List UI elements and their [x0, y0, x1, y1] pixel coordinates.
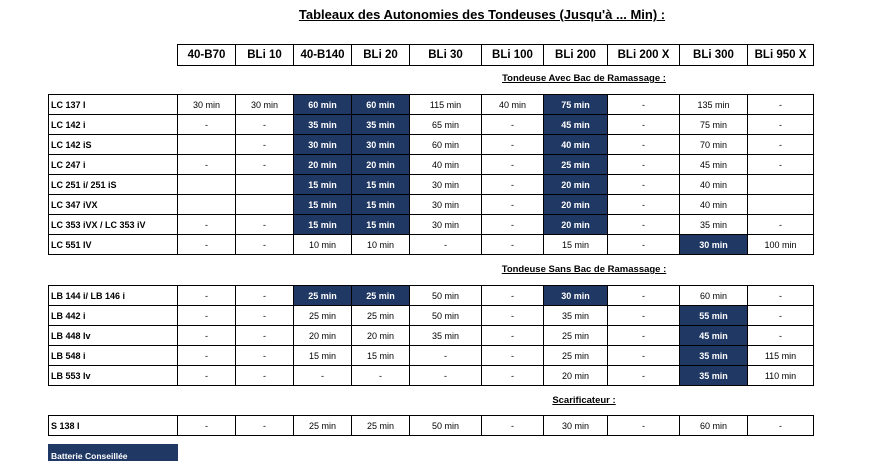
runtime-cell: 25 min [544, 346, 608, 366]
model-name: LB 553 Iv [49, 366, 178, 386]
runtime-cell: - [748, 155, 814, 175]
section-title-sans-bac: Tondeuse Sans Bac de Ramassage : [501, 264, 667, 275]
runtime-cell: 115 min [748, 346, 814, 366]
runtime-cell: - [482, 416, 544, 436]
model-name: LB 442 i [49, 306, 178, 326]
column-header: BLi 10 [236, 45, 294, 66]
runtime-cell: - [608, 175, 680, 195]
runtime-cell-recommended: 20 min [544, 175, 608, 195]
runtime-cell: - [748, 215, 814, 235]
table-row [49, 195, 814, 215]
runtime-cell: - [608, 115, 680, 135]
runtime-cell: - [748, 416, 814, 436]
runtime-cell: - [482, 115, 544, 135]
table-row [49, 346, 814, 366]
runtime-cell: - [482, 366, 544, 386]
runtime-cell: - [482, 346, 544, 366]
runtime-cell-recommended: 20 min [352, 155, 410, 175]
runtime-cell [748, 195, 814, 215]
runtime-cell: - [608, 215, 680, 235]
table-row [49, 416, 814, 436]
runtime-cell: - [482, 306, 544, 326]
runtime-cell-recommended: 30 min [680, 235, 748, 255]
table-scarificateur [48, 415, 814, 436]
table-row [49, 135, 814, 155]
runtime-cell: 35 min [680, 215, 748, 235]
table-row [49, 306, 814, 326]
runtime-cell: 70 min [680, 135, 748, 155]
column-header: 40-B140 [294, 45, 352, 66]
runtime-cell: 30 min [410, 195, 482, 215]
runtime-cell-recommended: 25 min [544, 155, 608, 175]
runtime-cell: 135 min [680, 95, 748, 115]
runtime-cell: 110 min [748, 366, 814, 386]
model-name: LC 353 iVX / LC 353 iV [49, 215, 178, 235]
runtime-cell: - [236, 235, 294, 255]
runtime-cell: 15 min [544, 235, 608, 255]
runtime-cell-recommended: 15 min [352, 215, 410, 235]
runtime-cell-recommended: 15 min [294, 215, 352, 235]
model-name: LB 448 Iv [49, 326, 178, 346]
runtime-cell-recommended: 15 min [294, 175, 352, 195]
model-name: LC 251 i/ 251 iS [49, 175, 178, 195]
model-name: LC 142 iS [49, 135, 178, 155]
runtime-cell: 100 min [748, 235, 814, 255]
runtime-cell-recommended: 25 min [294, 286, 352, 306]
runtime-cell-recommended: 45 min [680, 326, 748, 346]
runtime-cell: 25 min [294, 306, 352, 326]
table-row [49, 155, 814, 175]
runtime-cell: 30 min [236, 95, 294, 115]
runtime-cell: - [482, 215, 544, 235]
runtime-cell: 10 min [294, 235, 352, 255]
runtime-cell: - [178, 326, 236, 346]
runtime-cell: - [236, 155, 294, 175]
table-row [49, 175, 814, 195]
column-header: BLi 950 X [748, 45, 814, 66]
runtime-cell: 35 min [410, 326, 482, 346]
runtime-cell: - [608, 366, 680, 386]
runtime-cell: - [410, 346, 482, 366]
section-title-avec-bac: Tondeuse Avec Bac de Ramassage : [502, 73, 666, 84]
runtime-cell: 30 min [410, 175, 482, 195]
model-name: LB 548 i [49, 346, 178, 366]
runtime-cell: 50 min [410, 416, 482, 436]
runtime-cell: - [608, 95, 680, 115]
table-row [49, 95, 814, 115]
runtime-cell: - [608, 135, 680, 155]
runtime-cell: - [236, 115, 294, 135]
runtime-cell: - [178, 416, 236, 436]
runtime-cell: - [748, 326, 814, 346]
runtime-cell: - [410, 366, 482, 386]
runtime-cell: 35 min [544, 306, 608, 326]
runtime-cell [178, 175, 236, 195]
table-row [49, 215, 814, 235]
runtime-cell: - [236, 416, 294, 436]
runtime-cell-recommended: 20 min [544, 215, 608, 235]
runtime-cell: - [236, 366, 294, 386]
column-header: BLi 200 [544, 45, 608, 66]
runtime-cell: 15 min [352, 346, 410, 366]
runtime-cell: - [608, 326, 680, 346]
runtime-cell: - [608, 195, 680, 215]
runtime-cell-recommended: 40 min [544, 135, 608, 155]
column-header: BLi 200 X [608, 45, 680, 66]
runtime-cell: 65 min [410, 115, 482, 135]
runtime-cell: 45 min [680, 155, 748, 175]
runtime-cell-recommended: 35 min [680, 346, 748, 366]
model-name: LB 144 i/ LB 146 i [49, 286, 178, 306]
runtime-cell: 10 min [352, 235, 410, 255]
runtime-cell [178, 135, 236, 155]
runtime-cell [178, 195, 236, 215]
runtime-cell: - [236, 286, 294, 306]
model-name: LC 247 i [49, 155, 178, 175]
runtime-cell: - [410, 235, 482, 255]
column-header: BLi 300 [680, 45, 748, 66]
runtime-cell [236, 175, 294, 195]
runtime-cell: - [608, 346, 680, 366]
runtime-cell: 20 min [352, 326, 410, 346]
runtime-cell: - [748, 95, 814, 115]
runtime-cell: 60 min [680, 286, 748, 306]
runtime-cell: 15 min [294, 346, 352, 366]
model-name: LC 137 I [49, 95, 178, 115]
table-row [49, 366, 814, 386]
runtime-cell [748, 175, 814, 195]
runtime-cell: 25 min [294, 416, 352, 436]
table-sans-bac [48, 285, 814, 386]
runtime-cell: - [482, 155, 544, 175]
model-name: LC 347 iVX [49, 195, 178, 215]
runtime-cell [236, 195, 294, 215]
runtime-cell-recommended: 35 min [352, 115, 410, 135]
runtime-cell: 30 min [410, 215, 482, 235]
column-header: BLi 100 [482, 45, 544, 66]
table-row [49, 235, 814, 255]
runtime-cell: 60 min [410, 135, 482, 155]
runtime-cell: 20 min [294, 326, 352, 346]
runtime-cell-recommended: 15 min [352, 175, 410, 195]
runtime-cell: - [482, 326, 544, 346]
runtime-cell: - [178, 235, 236, 255]
model-name: LC 551 IV [49, 235, 178, 255]
runtime-cell: - [482, 235, 544, 255]
runtime-cell-recommended: 20 min [544, 195, 608, 215]
column-header: BLi 30 [410, 45, 482, 66]
runtime-cell: - [178, 306, 236, 326]
table-row [49, 286, 814, 306]
runtime-cell: - [178, 215, 236, 235]
runtime-cell: - [178, 155, 236, 175]
runtime-cell: 40 min [680, 175, 748, 195]
runtime-cell-recommended: 60 min [352, 95, 410, 115]
runtime-cell: 40 min [482, 95, 544, 115]
runtime-cell: - [178, 115, 236, 135]
runtime-cell: - [236, 306, 294, 326]
runtime-cell: 115 min [410, 95, 482, 115]
battery-header-table [177, 44, 814, 66]
runtime-cell: - [608, 155, 680, 175]
runtime-cell: 40 min [410, 155, 482, 175]
runtime-cell-recommended: 35 min [294, 115, 352, 135]
runtime-cell: 25 min [352, 416, 410, 436]
legend-batterie-conseillee: Batterie Conseillée [48, 444, 178, 461]
runtime-cell-recommended: 15 min [352, 195, 410, 215]
runtime-cell: - [482, 286, 544, 306]
runtime-cell: - [748, 135, 814, 155]
runtime-cell-recommended: 75 min [544, 95, 608, 115]
runtime-cell: 40 min [680, 195, 748, 215]
runtime-cell: - [748, 286, 814, 306]
runtime-cell: - [294, 366, 352, 386]
runtime-cell: - [178, 286, 236, 306]
runtime-cell: - [178, 366, 236, 386]
runtime-cell-recommended: 45 min [544, 115, 608, 135]
runtime-cell: - [748, 306, 814, 326]
battery-header-row [178, 45, 814, 66]
runtime-cell: 25 min [352, 306, 410, 326]
runtime-cell: 50 min [410, 306, 482, 326]
runtime-cell: 20 min [544, 366, 608, 386]
runtime-cell: 75 min [680, 115, 748, 135]
section-title-scarificateur: Scarificateur : [552, 395, 616, 406]
table-avec-bac [48, 94, 814, 255]
runtime-cell: 50 min [410, 286, 482, 306]
runtime-cell: - [236, 135, 294, 155]
runtime-cell: - [608, 286, 680, 306]
runtime-cell-recommended: 30 min [352, 135, 410, 155]
runtime-cell-recommended: 30 min [294, 135, 352, 155]
runtime-cell: - [236, 346, 294, 366]
runtime-cell-recommended: 30 min [544, 286, 608, 306]
runtime-cell: - [748, 115, 814, 135]
runtime-cell-recommended: 20 min [294, 155, 352, 175]
runtime-cell-recommended: 60 min [294, 95, 352, 115]
runtime-cell: - [236, 326, 294, 346]
table-row [49, 326, 814, 346]
runtime-cell: - [608, 235, 680, 255]
runtime-cell: - [482, 135, 544, 155]
runtime-cell: - [482, 175, 544, 195]
runtime-cell: - [236, 215, 294, 235]
runtime-cell: 60 min [680, 416, 748, 436]
runtime-cell-recommended: 25 min [352, 286, 410, 306]
page-title: Tableaux des Autonomies des Tondeuses (Jusqu'à ... Min) : [298, 7, 666, 22]
runtime-cell-recommended: 15 min [294, 195, 352, 215]
column-header: 40-B70 [178, 45, 236, 66]
runtime-cell: 25 min [544, 326, 608, 346]
runtime-cell: 30 min [178, 95, 236, 115]
runtime-cell: - [482, 195, 544, 215]
table-row [49, 115, 814, 135]
runtime-cell: - [608, 416, 680, 436]
runtime-cell: - [178, 346, 236, 366]
runtime-cell: 30 min [544, 416, 608, 436]
model-name: S 138 I [49, 416, 178, 436]
runtime-cell-recommended: 55 min [680, 306, 748, 326]
runtime-cell: - [608, 306, 680, 326]
runtime-cell-recommended: 35 min [680, 366, 748, 386]
runtime-cell: - [352, 366, 410, 386]
model-name: LC 142 i [49, 115, 178, 135]
column-header: BLi 20 [352, 45, 410, 66]
